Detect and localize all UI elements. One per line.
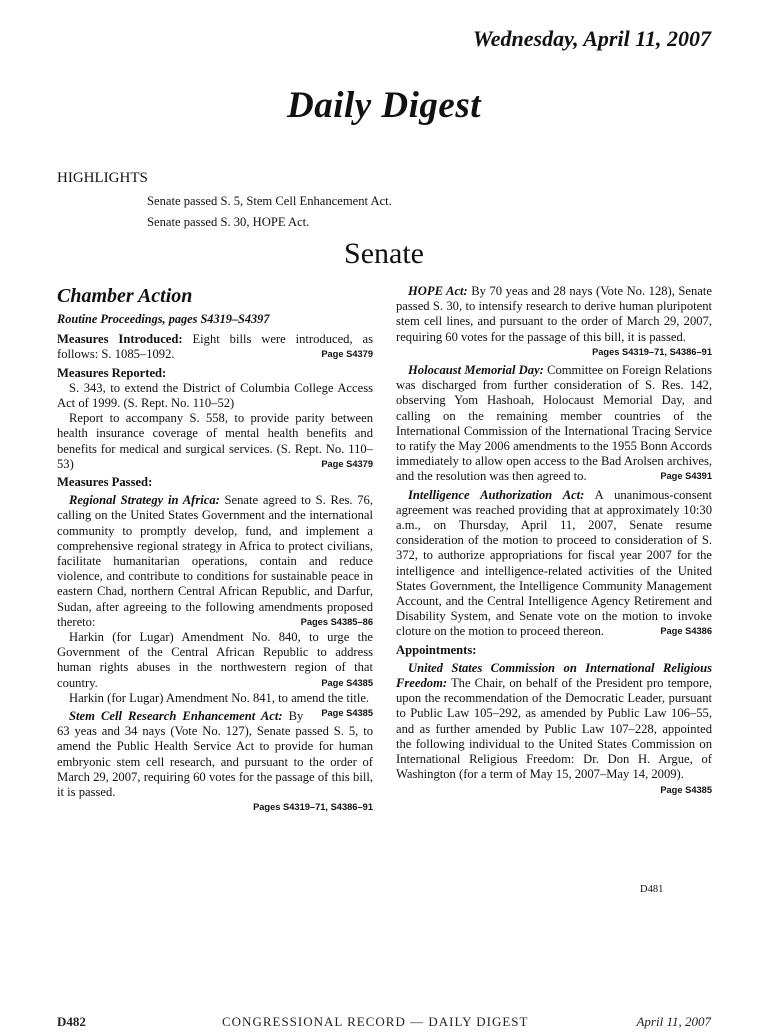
- hope-entry: [396, 284, 712, 345]
- highlights-list: [147, 191, 392, 233]
- measures-passed-label: Measures Passed:: [57, 475, 153, 490]
- measures-reported-label: Measures Reported:: [57, 365, 167, 380]
- footer-page-number: D482: [57, 1014, 86, 1029]
- page-title: Daily Digest: [286, 85, 482, 126]
- amendment-text: Harkin (for Lugar) Amendment No. 840, to urge the Government of the Central African Republic to address human rights abuses in the northwestern region of that country.: [57, 630, 373, 690]
- uscirf-text: The Chair, on behalf of the President pro tempore, upon the recommendation of the Democratic Leader, pursuant to Public Law 105–292, as amended by Public Law 106–55, and as further amended by Public Law 107–228, appointed the following individual to the United States Commission on International Religious Freedom: Dr. Don H. Argue, of Washington (for a term of May 15, 2007–May 14, 2009).: [396, 676, 712, 782]
- page-ref: Page S4385: [321, 708, 373, 719]
- footer-publication: CONGRESSIONAL RECORD — DAILY DIGEST: [222, 1014, 529, 1029]
- holocaust-entry: [396, 363, 712, 485]
- chamber-action-heading: Chamber Action: [57, 285, 193, 307]
- uscirf-entry: [396, 660, 712, 795]
- africa-title: Regional Strategy in Africa:: [69, 493, 220, 508]
- routine-proceedings: Routine Proceedings, pages S4319–S4397: [57, 312, 270, 326]
- page-ref: Page S4379: [321, 349, 373, 360]
- highlight-item: Senate passed S. 30, HOPE Act.: [147, 215, 310, 229]
- holocaust-text: Committee on Foreign Relations was discharged from further consideration of S. Res. 142, observing Yom Hashoah, Holocaust Memorial Day, and calling on the remaining member countries of the International Commission of the International Tracing Service to ratify the May 2006 amendments to the 1955 Bonn Accords immediately to allow open access to the Bad Arolsen archives, and the resolution was then agreed to.: [396, 363, 712, 484]
- amendment-text: Harkin (for Lugar) Amendment No. 841, to amend the title.: [69, 690, 370, 705]
- page-ref: Page S4386: [660, 626, 712, 637]
- measures-reported-item: S. 343, to extend the District of Columbia College Access Act of 1999. (S. Rept. No. 110–52): [57, 380, 373, 411]
- appointments-label: Appointments:: [396, 642, 477, 657]
- intelligence-title: Intelligence Authorization Act:: [408, 487, 585, 502]
- left-column: [57, 284, 373, 816]
- page-ref: Pages S4319–71, S4386–91: [592, 346, 712, 357]
- stem-cell-entry: [57, 709, 373, 800]
- hope-title: HOPE Act:: [408, 284, 468, 298]
- page-ref: Pages S4385–86: [300, 616, 373, 627]
- section-heading: Senate: [344, 237, 424, 270]
- next-page-running-header: [57, 1014, 711, 1034]
- stem-cell-text: By 63 yeas and 34 nays (Vote No. 127), Senate passed S. 5, to amend the Public Health Service Act to provide for human embryonic stem cell research, and pursuant to the order of March 29, 2007, requiring 60 votes for the passage of this bill, it is passed.: [57, 709, 373, 800]
- holocaust-title: Holocaust Memorial Day:: [408, 363, 544, 378]
- africa-entry: [57, 493, 373, 630]
- page-ref: Page S4391: [660, 471, 712, 482]
- intelligence-text: A unanimous-consent agreement was reached providing that at approximately 10:30 a.m., on Thursday, April 11, 2007, Senate resume consideration of the motion to proceed to consideration of S. 372, to authorize appropriations for fiscal year 2007 for the intelligence and intelligence-related activities of the United States Government, the Intelligence Community Management Account, and the Central Intelligence Agency Retirement and Disability System, and Senate vote on the motion to invoke cloture on the motion to proceed thereon.: [396, 487, 712, 639]
- measures-introduced: [57, 332, 373, 362]
- intelligence-entry: [396, 488, 712, 640]
- page-ref: Page S4385: [660, 784, 712, 795]
- highlights-label: HIGHLIGHTS: [57, 170, 148, 186]
- stem-cell-title: Stem Cell Research Enhancement Act:: [69, 709, 283, 724]
- measures-reported-text: Report to accompany S. 558, to provide parity between health insurance coverage of mental health benefits and benefits for medical and surgical services. (S. Rept. No. 110–53): [57, 411, 373, 471]
- right-column: [396, 284, 712, 798]
- measures-introduced-label: Measures Introduced:: [57, 332, 183, 347]
- footer-date: April 11, 2007: [636, 1014, 711, 1029]
- issue-date: Wednesday, April 11, 2007: [472, 26, 711, 51]
- uscirf-title: United States Commission on International Religious Freedom:: [396, 660, 712, 691]
- highlight-item: Senate passed S. 5, Stem Cell Enhancement Act.: [147, 194, 392, 208]
- page-ref: Page S4385: [321, 677, 373, 688]
- hope-text: By 70 yeas and 28 nays (Vote No. 128), Senate passed S. 30, to intensify research to derive human pluripotent stem cell lines, and pursuant to the order of March 29, 2007, requiring 60 votes for the passage of this bill, it is passed.: [396, 284, 712, 344]
- page-ref: Pages S4319–71, S4386–91: [253, 802, 373, 813]
- measures-reported-item: [57, 411, 373, 472]
- africa-text: Senate agreed to S. Res. 76, calling on the United States Government and the international community to promptly develop, fund, and implement a comprehensive regional strategy in Africa to protect civilians, facilitate humanitarian operations, contain and reduce violence, and contribute to conditions for sustainable peace in eastern Chad, northern Central African Republic, and Darfur, Sudan, after agreeing to the following amendments proposed thereto:: [57, 493, 373, 629]
- measures-introduced-text: Eight bills were introduced, as follows: S. 1085–1092.: [57, 332, 373, 362]
- amendment-entry: [57, 630, 373, 691]
- page-ref: Page S4379: [321, 458, 373, 469]
- page-number: D481: [640, 884, 664, 895]
